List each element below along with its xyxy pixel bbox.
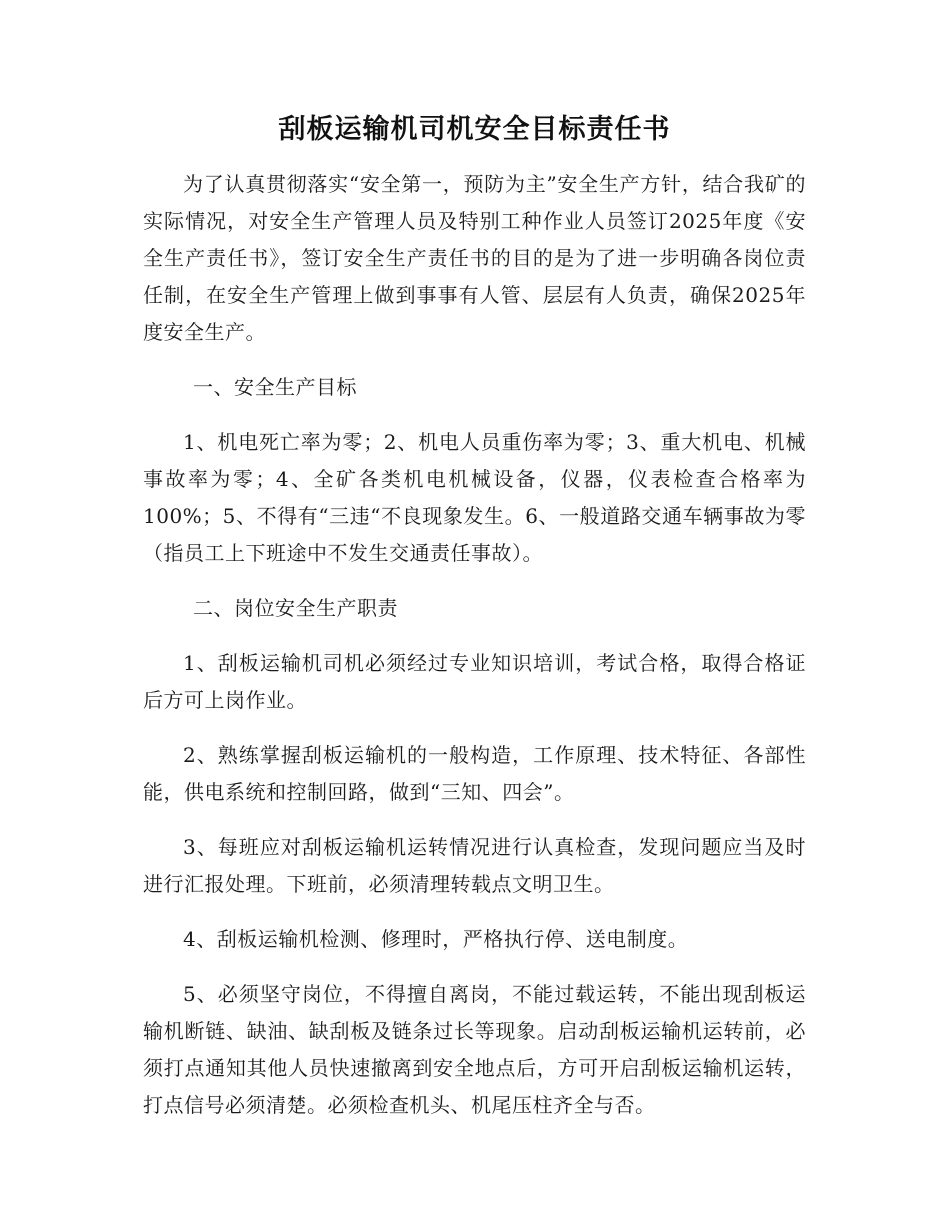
document-body [143,108,806,1142]
document-title: 刮板运输机司机安全目标责任书 [278,114,671,145]
duty-paragraph-5: 5、必须坚守岗位，不得擅自离岗，不能过载运转，不能出现刮板运输机断链、缺油、缺刮板及链条过长等现象。启动刮板运输机运转前，必须打点通知其他人员快速撤离到安全地点后，方可开启刮板运输机运转，打点信号必须清楚。必须检查机头、机尾压柱齐全与否。 [143,982,806,1117]
section-heading-goals: 一、安全生产目标 [193,375,357,399]
intro-paragraph: 为了认真贯彻落实“安全第一，预防为主”安全生产方针，结合我矿的实际情况，对安全生产管理人员及特别工种作业人员签订2025年度《安全生产责任书》，签订安全生产责任书的目的是为了进一步明确各岗位责任制，在安全生产管理上做到事事有人管、层层有人负责，确保2025年度安全生产。 [143,172,806,344]
duty-paragraph-2: 2、熟练掌握刮板运输机的一般构造，工作原理、技术特征、各部性能，供电系统和控制回路，做到“三知、四会”。 [143,743,806,804]
section-heading-duties: 二、岗位安全生产职责 [193,596,398,620]
goals-paragraph: 1、机电死亡率为零；2、机电人员重伤率为零；3、重大机电、机械事故率为零；4、全矿各类机电机械设备，仪器，仪表检查合格率为100%；5、不得有“三违“不良现象发生。6、一般道路交通车辆事故为零（指员工上下班途中不发生交通责任事故）。 [143,430,806,565]
duty-paragraph-1: 1、刮板运输机司机必须经过专业知识培训，考试合格，取得合格证后方可上岗作业。 [143,651,806,712]
duty-paragraph-3: 3、每班应对刮板运输机运转情况进行认真检查，发现问题应当及时进行汇报处理。下班前，必须清理转载点文明卫生。 [143,835,806,896]
duty-paragraph-4: 4、刮板运输机检测、修理时，严格执行停、送电制度。 [183,927,689,951]
